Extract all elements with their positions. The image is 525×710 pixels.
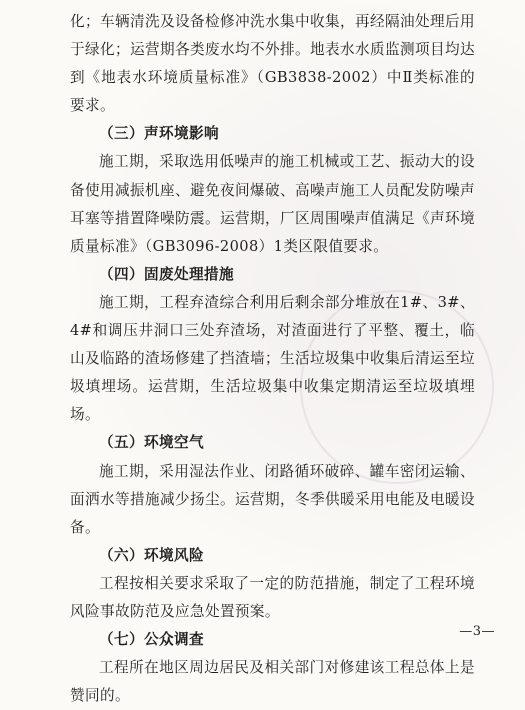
heading-environment-risk: （六）环境风险 — [99, 546, 204, 564]
heading-solid-waste: （四）固废处理措施 — [99, 265, 234, 283]
paragraph-solid-waste: 施工期，工程弃渣综合利用后剩余部分堆放在1#、3#、4#和调压井洞口三处弃渣场，对渣面进行了平整、覆土，临山及临路的渣场修建了挡渣墙；生活垃圾集中收集后清运至垃圾填埋场。运营期，生活垃圾集中收集定期清运至垃圾填埋场。 — [70, 293, 475, 424]
document-body — [70, 8, 475, 710]
paragraph-public-survey: 工程所在地区周边居民及相关部门对修建该工程总体上是赞同的。 — [70, 659, 475, 705]
heading-air: （五）环境空气 — [99, 434, 204, 452]
heading-sound-environment: （三）声环境影响 — [99, 125, 219, 143]
paragraph-air: 施工期，采用湿法作业、闭路循环破碎、罐车密闭运输、面洒水等措施减少扬尘。运营期，冬季供暖采用电能及电暖设备。 — [70, 462, 475, 536]
paragraph-water-continued: 化；车辆清洗及设备检修冲洗水集中收集，再经隔油处理后用于绿化；运营期各类废水均不外排。地表水水质监测项目均达到《地表水环境质量标准》（GB3838-2002）中Ⅱ类标准的要求。 — [70, 13, 475, 115]
page-number: —3— — [459, 624, 495, 639]
paragraph-environment-risk: 工程按相关要求采取了一定的防范措施，制定了工程环境风险事故防范及应急处置预案。 — [70, 574, 475, 620]
paragraph-sound-environment: 施工期，采取选用低噪声的施工机械或工艺、振动大的设备使用减振机座、避免夜间爆破、高噪声施工人员配发防噪声耳塞等措置降噪防震。运营期，厂区周围噪声值满足《声环境质量标准》（GB3096-2008）1类区限值要求。 — [70, 153, 475, 255]
heading-public-survey: （七）公众调查 — [99, 631, 204, 649]
